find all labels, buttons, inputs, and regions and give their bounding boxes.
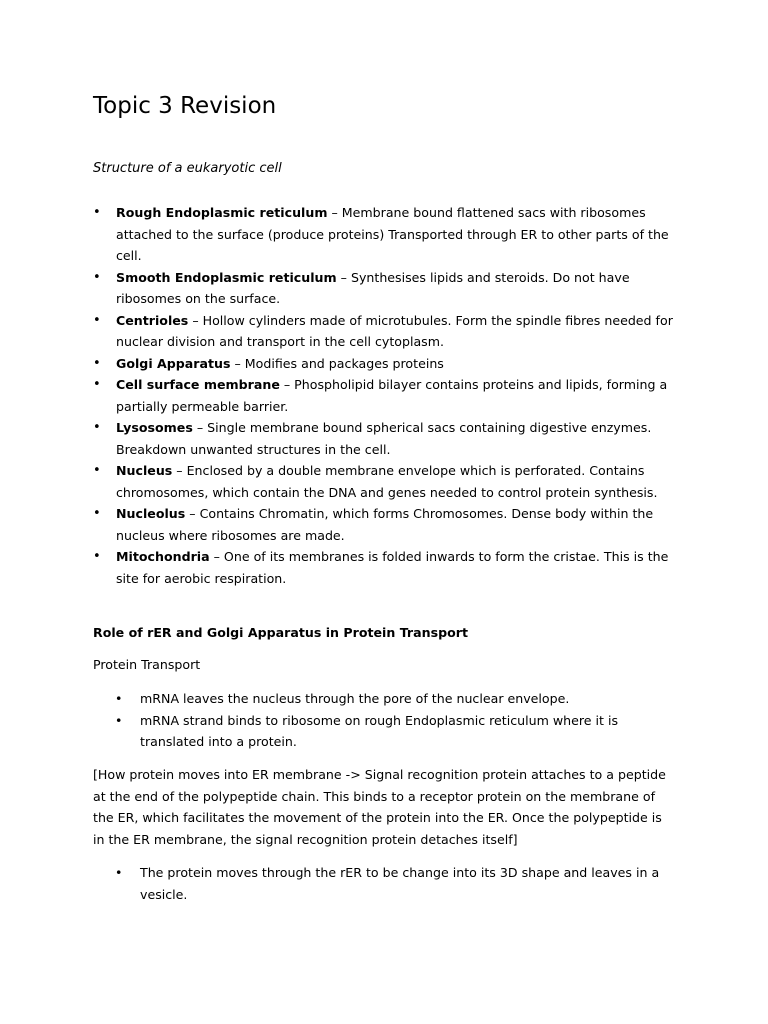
organelle-list [93, 202, 683, 589]
list-item [93, 374, 683, 417]
list-item [93, 460, 683, 503]
organelle-description: – Synthesises lipids and steroids. Do not have ribosomes on the surface. [116, 269, 630, 306]
list-item: • The protein moves through the rER to be change into its 3D shape and leaves in a vesicle. [115, 862, 680, 905]
organelle-description: – Phospholipid bilayer contains proteins and lipids, forming a partially permeable barrier. [116, 377, 668, 414]
list-item [93, 417, 683, 460]
organelle-term: Rough Endoplasmic reticulum [116, 205, 328, 220]
list-item [93, 353, 683, 375]
organelle-description: – Enclosed by a double membrane envelope which is perforated. Contains chromosomes, which contain the DNA and genes needed to control protein synthesis. [116, 463, 658, 500]
page-title: Topic 3 Revision [93, 93, 277, 119]
signal-recognition-paragraph: [How protein moves into ER membrane -> Signal recognition protein attaches to a peptide at the end of the polypeptide chain. This binds to a receptor protein on the membrane of the ER, which facilitates the movement of the protein into the ER. Once the polypeptide is in the ER membrane, the signal recognition protein detaches itself] [93, 767, 666, 847]
organelle-term: Smooth Endoplasmic reticulum [116, 269, 337, 285]
list-item [93, 202, 683, 267]
list-item [93, 310, 683, 353]
final-steps [115, 862, 680, 905]
list-item [93, 546, 683, 589]
organelle-description: – Hollow cylinders made of microtubules. Form the spindle fibres needed for nuclear division and transport in the cell cytoplasm. [116, 312, 673, 349]
list-item: • mRNA leaves the nucleus through the pore of the nuclear envelope. [115, 688, 680, 710]
organelle-term: Cell surface membrane [116, 377, 280, 392]
organelle-description: – Contains Chromatin, which forms Chromosomes. Dense body within the nucleus where ribosomes are made. [116, 506, 654, 543]
organelle-term: Centrioles [116, 312, 189, 328]
section-heading: Role of rER and Golgi Apparatus in Protein Transport [93, 625, 469, 640]
organelle-description: – Single membrane bound spherical sacs containing digestive enzymes. Breakdown unwanted structures in the cell. [116, 420, 652, 457]
section-subtitle: Structure of a eukaryotic cell [93, 161, 282, 176]
organelle-description: – Membrane bound flattened sacs with ribosomes attached to the surface (produce proteins) Transported through ER to other parts of the cell. [116, 205, 669, 263]
organelle-term: Mitochondria [116, 549, 210, 564]
protein-transport-steps [115, 688, 680, 753]
list-item [93, 267, 683, 310]
list-item: • mRNA strand binds to ribosome on rough Endoplasmic reticulum where it is translated into a protein. [115, 710, 680, 753]
organelle-description: – Modifies and packages proteins [230, 355, 444, 371]
organelle-term: Lysosomes [116, 420, 193, 435]
organelle-term: Nucleus [116, 463, 173, 478]
organelle-term: Golgi Apparatus [116, 355, 231, 371]
list-item [93, 503, 683, 546]
organelle-term: Nucleolus [116, 506, 186, 521]
organelle-description: – One of its membranes is folded inwards to form the cristae. This is the site for aerobic respiration. [116, 549, 669, 586]
section-subheading: Protein Transport [93, 657, 201, 672]
